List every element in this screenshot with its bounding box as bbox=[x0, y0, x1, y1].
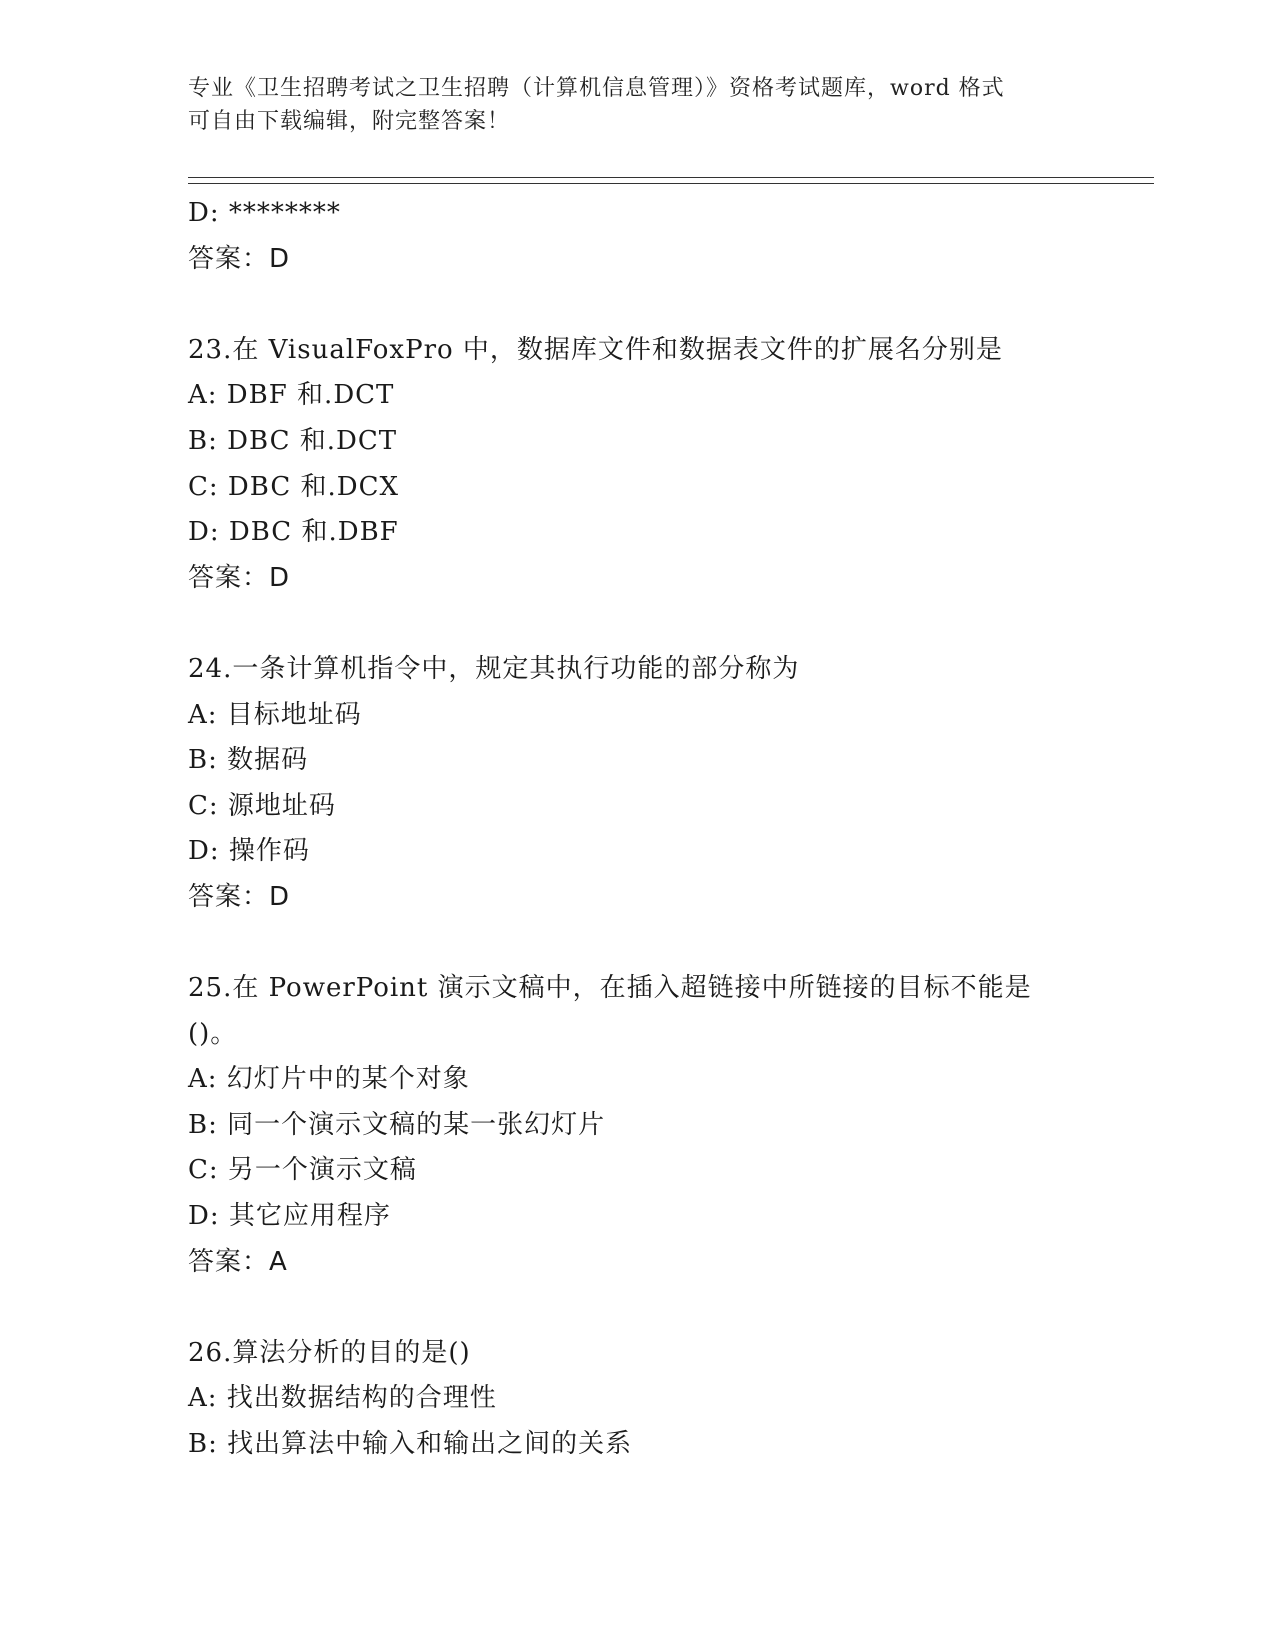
q25-option-d: D: 其它应用程序 bbox=[188, 1201, 391, 1232]
q26-stem: 26.算法分析的目的是() bbox=[188, 1337, 471, 1368]
q23-option-d: D: DBC 和.DBF bbox=[188, 517, 399, 548]
document-header bbox=[188, 72, 1088, 138]
q23-stem: 23.在 VisualFoxPro 中，数据库文件和数据表文件的扩展名分别是 bbox=[188, 334, 1003, 365]
header-divider-top bbox=[188, 177, 1154, 178]
q23-option-a: A: DBF 和.DCT bbox=[188, 380, 395, 411]
q24-stem: 24.一条计算机指令中，规定其执行功能的部分称为 bbox=[188, 653, 800, 684]
prev-option-d: D: ******** bbox=[188, 198, 341, 228]
header-line-1: 专业《卫生招聘考试之卫生招聘（计算机信息管理）》资格考试题库，word 格式 bbox=[188, 76, 1005, 101]
q24-option-c: C: 源地址码 bbox=[188, 790, 336, 821]
q24-option-b: B: 数据码 bbox=[188, 745, 309, 776]
header-line-2: 可自由下载编辑，附完整答案！ bbox=[188, 109, 511, 134]
q23-option-b: B: DBC 和.DCT bbox=[188, 425, 398, 456]
q24-option-a: A: 目标地址码 bbox=[188, 699, 362, 730]
q24-answer: 答案：D bbox=[188, 881, 291, 912]
q23-answer: 答案：D bbox=[188, 562, 291, 593]
question-list bbox=[188, 191, 1148, 1468]
q25-answer: 答案：A bbox=[188, 1246, 288, 1277]
q23-option-c: C: DBC 和.DCX bbox=[188, 471, 400, 502]
prev-answer: 答案：D bbox=[188, 243, 291, 274]
q24-option-d: D: 操作码 bbox=[188, 836, 310, 867]
q25-option-a: A: 幻灯片中的某个对象 bbox=[188, 1064, 470, 1095]
q25-option-b: B: 同一个演示文稿的某一张幻灯片 bbox=[188, 1109, 606, 1140]
q26-option-a: A: 找出数据结构的合理性 bbox=[188, 1383, 497, 1414]
header-divider-bottom bbox=[188, 183, 1154, 184]
q26-option-b: B: 找出算法中输入和输出之间的关系 bbox=[188, 1429, 633, 1460]
q25-option-c: C: 另一个演示文稿 bbox=[188, 1155, 417, 1186]
q25-stem: 25.在 PowerPoint 演示文稿中，在插入超链接中所链接的目标不能是()。 bbox=[188, 973, 1032, 1049]
